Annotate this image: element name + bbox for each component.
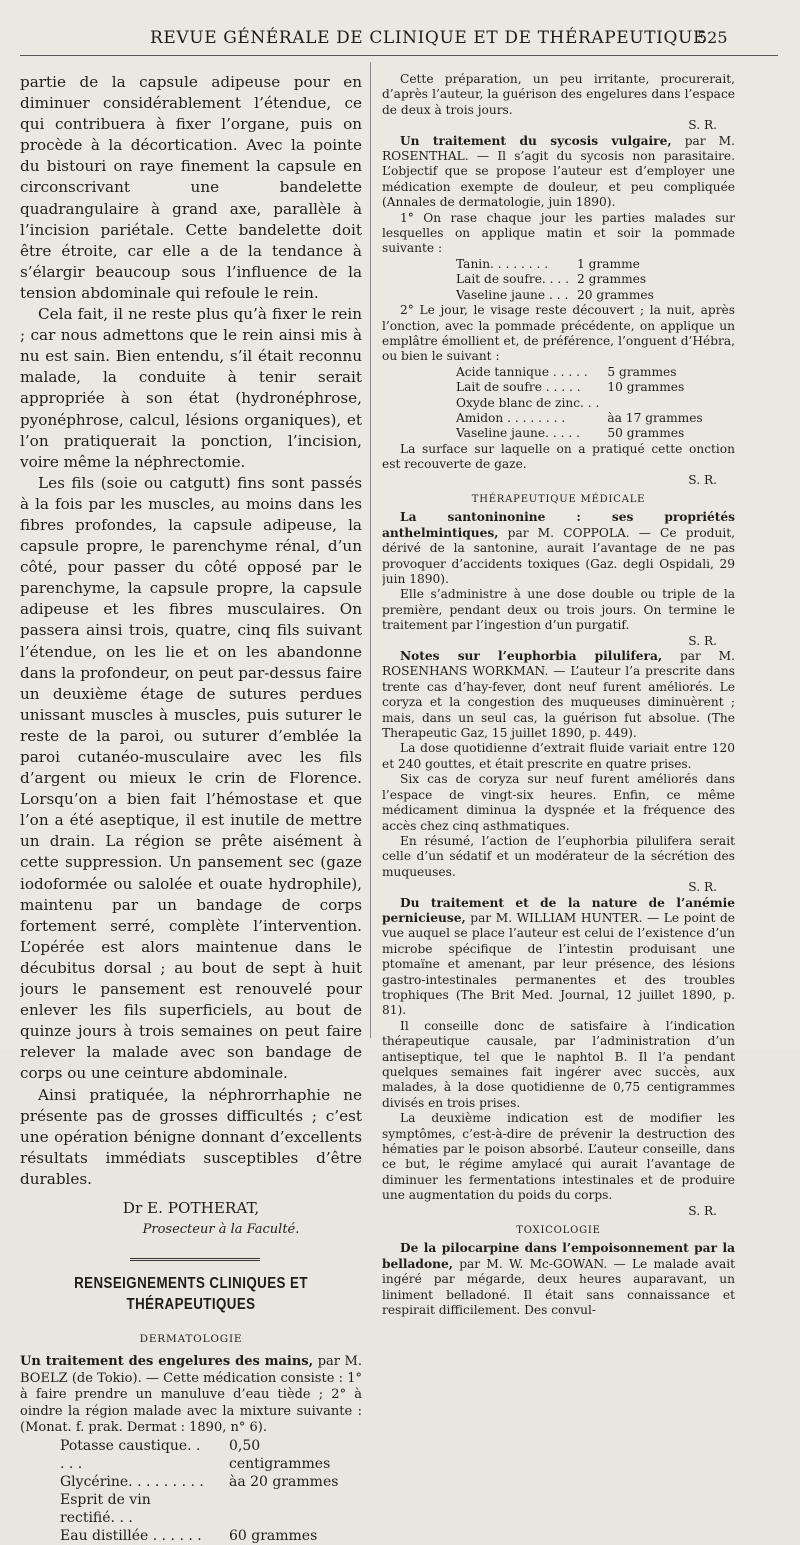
paragraph: La dose quotidienne d’extrait fluide variait entre 120 et 240 gouttes, et était prescrite en quatre prises.	[382, 741, 735, 771]
article-author: par M. ROSENHANS WORKMAN.	[382, 649, 735, 679]
paragraph: partie de la capsule adipeuse pour en diminuer considérablement l’étendue, ce qui contribuera à fixer l’organe, puis on procède à la décortication. Avec la pointe du bistouri on raye finement la capsule en circonscrivant une bandelette quadrangulaire à grand axe, parallèle à l’incision pariétale. Cette bandelette doit être étroite, car elle a de la tendance à s’élargir beaucoup sous l’influence de la tension abdominale qui refoule le rein.	[20, 73, 362, 302]
paragraph: 1° On rase chaque jour les parties malades sur lesquelles on applique matin et soir la pommade suivante :	[382, 210, 735, 256]
prescription-table	[56, 1437, 362, 1545]
table-row: Oxyde blanc de zinc. . .	[456, 395, 600, 410]
article-body: — Le point de vue auquel se place l’auteur est celui de l’existence d’un microbe spécifique de l’intestin produisant une ptomaïne et amenant, par leur présence, des lésions gastro-intestinales permanentes et des troubles trophiques (The Brit Med. Journal, 12 juillet 1890, p. 81).	[382, 910, 735, 1018]
table-row: Vaseline jaune. . . . . 50 grammes	[456, 426, 685, 441]
paragraph: La surface sur laquelle on a pratiqué cette onction est recouverte de gaze.	[382, 441, 735, 472]
table-row: Lait de soufre. . . . 2 grammes	[456, 272, 647, 287]
paragraph: Elle s’administre à une dose double ou triple de la première, pendant deux ou trois jours. On termine le traitement par l’ingestion d’un purgatif.	[382, 587, 735, 633]
article-body: — L’auteur l’a prescrite dans trente cas d’hay-fever, dont neuf furent améliorés. Le coryza et la congestion des muqueuses diminuèrent ; mais, dans un seul cas, la guérison fut absolue. (The Therapeutic Gaz, 15 juillet 1890, p. 449).	[382, 664, 735, 741]
paragraph: Cela fait, il ne reste plus qu’à fixer le rein ; car nous admettons que le rein ainsi mis à nu est sain. Bien entendu, s’il était reconnu malade, la conduite à tenir serait appropriée à son état (hydronéphrose, pyonéphrose, calcul, lésions organiques), et l’on pratiquerait la ponction, l’incision, voire même la néphrectomie.	[20, 305, 362, 471]
subheading: DERMATOLOGIE	[139, 1333, 243, 1346]
initials: S. R.	[688, 633, 717, 648]
article-author: par M. WILLIAM HUNTER.	[470, 910, 643, 925]
table-row: Amidon . . . . . . . . àa 17 grammes	[456, 410, 703, 425]
initials: S. R.	[688, 880, 717, 895]
paragraph: Cette préparation, un peu irritante, procurerait, d’après l’auteur, la guérison des engelures dans l’espace de deux à trois jours.	[382, 72, 735, 117]
article-title: Notes sur l’euphorbia pilulifera,	[400, 649, 663, 664]
paragraph: 2° Le jour, le visage reste découvert ; la nuit, après l’onction, avec la pommade précédente, on applique un emplâtre émollient et, de préférence, l’onguent d’Hébra, ou bien le suivant :	[382, 303, 735, 364]
journal-title: REVUE GÉNÉRALE DE CLINIQUE ET DE THÉRAPEUTIQUE	[150, 28, 706, 48]
article-title: Du traitement et de la nature de l’anémie pernicieuse,	[382, 895, 735, 925]
table-row: Tanin. . . . . . . . 1 gramme	[456, 256, 640, 271]
article-body: — Le malade avait ingéré par mégarde, deux heures auparavant, un liniment belladoné. Il était sans connaissance et respirait difficilement. Des convul-	[382, 1256, 735, 1318]
article-body: — Ce produit, dérivé de la santonine, aurait l’avantage de ne pas provoquer d’accidents toxiques (Gaz. degli Ospidali, 29 juin 1890).	[382, 525, 735, 586]
article-title: De la pilocarpine dans l’empoisonnement par la belladone,	[382, 1241, 735, 1271]
article-intro	[20, 1354, 362, 1437]
right-column	[382, 72, 735, 1319]
author-title: Prosecteur à la Faculté.	[142, 1222, 300, 1238]
prescription-table	[452, 365, 707, 442]
table-row: Glycérine. . . . . . . . . àa 20 grammes	[60, 1473, 339, 1490]
page-number: 525	[697, 28, 728, 47]
article	[382, 896, 735, 1019]
paragraph: En résumé, l’action de l’euphorbia pilulifera serait celle d’un sédatif et un modérateur de la sécrétion des muqueuses.	[382, 833, 735, 879]
article-author: par M. W. Mc-GOWAN.	[459, 1256, 608, 1271]
column-divider	[370, 62, 371, 1038]
subheading: TOXICOLOGIE	[516, 1225, 601, 1237]
initials: S. R.	[688, 118, 717, 133]
paragraph: La deuxième indication est de modifier les symptômes, c’est-à-dire de prévenir la destruction des hématies par le poison absorbé. L’auteur conseille, dans ce but, le régime amylacé qui aurait l’avantage de diminuer les fermentations intestinales et de produire une augmentation du poids du corps.	[382, 1111, 735, 1203]
author-signature: Dr E. POTHERAT,	[122, 1198, 260, 1217]
article-body: (de Tokio). — Cette médication consiste : 1° à faire prendre un manuluve d’eau tiède ; 2° à oindre la région malade avec la mixture suivante : (Monat. f. prak. Dermat : 1890, n° 6).	[20, 1370, 362, 1436]
article	[382, 649, 735, 741]
article-title: Un traitement du sycosis vulgaire,	[400, 133, 672, 148]
table-row: Eau distillée . . . . . . 60 grammes	[60, 1527, 318, 1544]
section-separator	[130, 1258, 260, 1261]
table-row: Lait de soufre . . . . . 10 grammes	[456, 380, 685, 395]
paragraph: Les fils (soie ou catgutt) fins sont passés à la fois par les muscles, au moins dans les fibres profondes, la capsule adipeuse, la capsule propre, le parenchyme rénal, d’un côté, pour passer du côté opposé par le parenchyme, la capsule propre, la capsule adipeuse et les fibres musculaires. On passera ainsi trois, quatre, cinq fils suivant l’étendue, on les lie et on les abandonne dans la profondeur, on peut par-dessus faire un deuxième étage de sutures perdues unissant muscles à muscles, puis suturer le reste de la paroi, ou suturer d’emblée la paroi cutanéo-musculaire avec les fils d’argent ou mieux le crin de Florence. Lorsqu’on a bien fait l’hémostase et que l’on a été aseptique, il est inutile de mettre un drain. La région se prête aisément à cette suppression. Un pansement sec (gaze iodoformée ou salolée et ouate hydrophile), maintenu par un bandage de corps fortement serré, complète l’intervention. L’opérée est alors maintenue dans le décubitus dorsal ; au bout de sept à huit jours le pansement est renouvelé pour enlever les fils superficiels, au bout de quinze jours à trois semaines on peut faire relever la malade avec son bandage de corps ou une ceinture abdominale.	[20, 473, 362, 1083]
initials: S. R.	[688, 1203, 717, 1218]
table-row: Potasse caustique. . . . . 0,50 centigrammes	[60, 1437, 331, 1472]
article	[382, 134, 735, 211]
paragraph: Ainsi pratiquée, la néphrorrhaphie ne présente pas de grosses difficultés ; c’est une opération bénigne donnant d’excellents résultats immédiats susceptibles d’être durables.	[20, 1085, 362, 1188]
table-row: Acide tannique . . . . . 5 grammes	[456, 364, 677, 379]
article	[382, 510, 735, 587]
table-row: Esprit de vin rectifié. . .	[60, 1491, 151, 1526]
paragraph: Six cas de coryza sur neuf furent améliorés dans l’espace de vingt-six heures. Enfin, ce même médicament diminua la dyspnée et la fréquence des accès chez cinq asthmatiques.	[382, 772, 735, 833]
article-author: par M. ROSENTHAL. —	[382, 133, 735, 164]
article-title: Un traitement des engelures des mains,	[20, 1354, 314, 1370]
article-body: Il s’agit du sycosis non parasitaire. L’objectif que se propose l’auteur est d’employer une médication exempte de douleur, et peu compliquée (Annales de dermatologie, juin 1890).	[382, 149, 735, 210]
header-rule	[20, 55, 778, 56]
running-header	[0, 28, 800, 54]
section-title: RENSEIGNEMENTS CLINIQUES ET THÉRAPEUTIQUES	[74, 1275, 308, 1314]
table-row: Vaseline jaune . . . 20 grammes	[456, 287, 654, 302]
subheading: THÉRAPEUTIQUE MÉDICALE	[471, 493, 646, 505]
paragraph: Il conseille donc de satisfaire à l’indication thérapeutique causale, par l’administration d’un antiseptique, tel que le naphtol B. Il l’a pendant quelques semaines fait ingérer avec succès, aux malades, à la dose quotidienne de 0,75 centigrammes divisés en trois prises.	[382, 1018, 735, 1110]
article-author: par M. COPPOLA.	[507, 525, 630, 540]
prescription-table	[452, 257, 658, 303]
left-column	[20, 72, 362, 1545]
article-title: La santoninonine : ses propriétés anthelmintiques,	[382, 510, 735, 540]
article	[382, 1241, 735, 1318]
initials: S. R.	[688, 472, 717, 487]
article-author: par M. BOELZ	[20, 1354, 362, 1386]
